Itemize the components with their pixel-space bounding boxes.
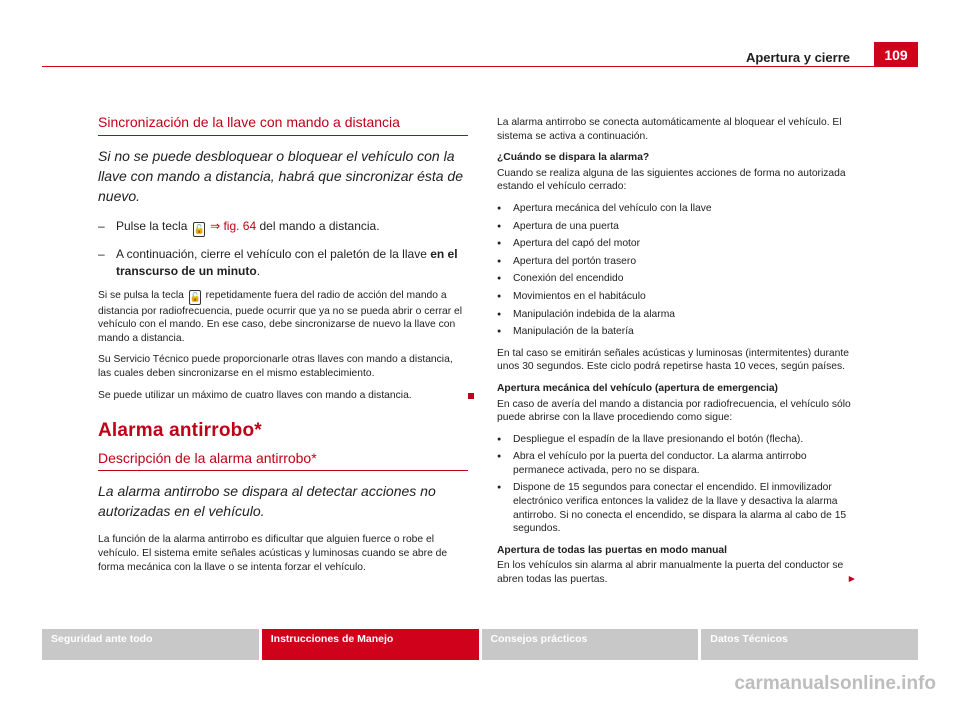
manual-heading: Apertura de todas las puertas en modo manual (497, 544, 728, 556)
sync-note-2: Su Servicio Técnico puede proporcionarle otras llaves con mando a distancia, las cuales deben sincronizarse en el mismo establecimiento. (98, 354, 453, 379)
list-item: ● Manipulación de la batería (497, 325, 857, 339)
tab-datos[interactable]: Datos Técnicos (701, 629, 918, 660)
unlock-key-icon: 🔓 (189, 290, 201, 305)
tab-consejos[interactable]: Consejos prácticos (482, 629, 699, 660)
alarm-cycle-text: En tal caso se emitirán señales acústicas y luminosas (intermitentes) durante unos 30 segundos. Este ciclo podrá repetirse hasta 10 veces, según países. (497, 347, 849, 373)
trigger-list (497, 202, 857, 339)
footer-nav (42, 629, 918, 660)
emergency-heading: Apertura mecánica del vehículo (apertura de emergencia) (497, 382, 778, 394)
sync-note-1: Si se pulsa la tecla 🔓 repetidamente fuera del radio de acción del mando a distancia por radiofrecuencia, puede ocurrir que ya no se pueda abrir o cerrar el vehículo con el mando. En ese caso, debe sincronizarse de nuevo la llave con mando a distancia. (98, 289, 463, 344)
sync-heading: Sincronización de la llave con mando a distancia (98, 116, 468, 136)
list-item: ● Abra el vehículo por la puerta del conductor. La alarma antirrobo permanece activada, pero no se dispara. (497, 450, 857, 477)
sync-note-3: Se puede utilizar un máximo de cuatro llaves con mando a distancia. (98, 389, 468, 403)
left-column (98, 110, 468, 582)
right-column (497, 116, 857, 595)
sync-intro: Si no se puede desbloquear o bloquear el vehículo con la llave con mando a distancia, habrá que sincronizar ésta de nuevo. (98, 147, 463, 204)
page-number: 109 (874, 42, 918, 67)
step-2: – A continuación, cierre el vehículo con el paletón de la llave en el transcurso de un minuto. (98, 246, 468, 280)
list-item: ● Apertura del capó del motor (497, 237, 857, 251)
list-item: ● Apertura de una puerta (497, 220, 857, 234)
page-header-title: Apertura y cierre (745, 50, 850, 65)
alarm-activation: La alarma antirrobo se conecta automáticamente al bloquear el vehículo. El sistema se activa a continuación. (497, 117, 842, 142)
figure-link[interactable]: ⇒ fig. 64 (210, 218, 257, 233)
sync-steps (98, 218, 468, 280)
tab-instrucciones[interactable]: Instrucciones de Manejo (262, 629, 479, 660)
watermark: carmanualsonline.info (734, 673, 936, 694)
unlock-key-icon: 🔓 (193, 222, 205, 237)
list-item: ● Apertura del portón trasero (497, 255, 857, 269)
emergency-steps (497, 433, 857, 536)
continue-arrow-icon: ► (846, 574, 857, 586)
emergency-text: En caso de avería del mando a distancia por radiofrecuencia, el vehículo sólo puede abrirse con la llave procediendo como sigue: (497, 398, 851, 424)
list-item: ● Apertura mecánica del vehículo con la llave (497, 202, 857, 216)
list-item: ● Dispone de 15 segundos para conectar el encendido. El inmovilizador electrónico verifica entonces la validez de la llave y desactiva la alarma antirrobo. Si no conecta el encendido, se dispara la alarma al cabo de 15 segundos. (497, 481, 857, 535)
section-end-icon (468, 393, 474, 399)
list-item: ● Conexión del encendido (497, 272, 857, 286)
step-1: – Pulse la tecla 🔓 ⇒ fig. 64 del mando a distancia. (98, 218, 468, 237)
alarm-intro: La alarma antirrobo se dispara al detectar acciones no autorizadas en el vehículo. (98, 483, 436, 520)
manual-text: En los vehículos sin alarma al abrir manualmente la puerta del conductor se abren todas las puertas. ► (497, 560, 857, 586)
list-item: ● Despliegue el espadín de la llave presionando el botón (flecha). (497, 433, 857, 447)
alarm-description: La función de la alarma antirrobo es dificultar que alguien fuerce o robe el vehículo. El sistema emite señales acústicas y luminosas cuando se abre de forma mecánica con la llave o se intenta forzar el vehículo. (98, 534, 448, 573)
header-rule (42, 66, 918, 67)
list-item: ● Movimientos en el habitáculo (497, 290, 857, 304)
trigger-text: Cuando se realiza alguna de las siguientes acciones de forma no autorizada estando el vehículo cerrado: (497, 167, 846, 193)
trigger-heading: ¿Cuándo se dispara la alarma? (497, 152, 650, 164)
list-item: ● Manipulación indebida de la alarma (497, 308, 857, 322)
alarm-subheading: Descripción de la alarma antirrobo* (98, 452, 468, 472)
alarm-title: Alarma antirrobo* (98, 420, 262, 442)
tab-seguridad[interactable]: Seguridad ante todo (42, 629, 259, 660)
